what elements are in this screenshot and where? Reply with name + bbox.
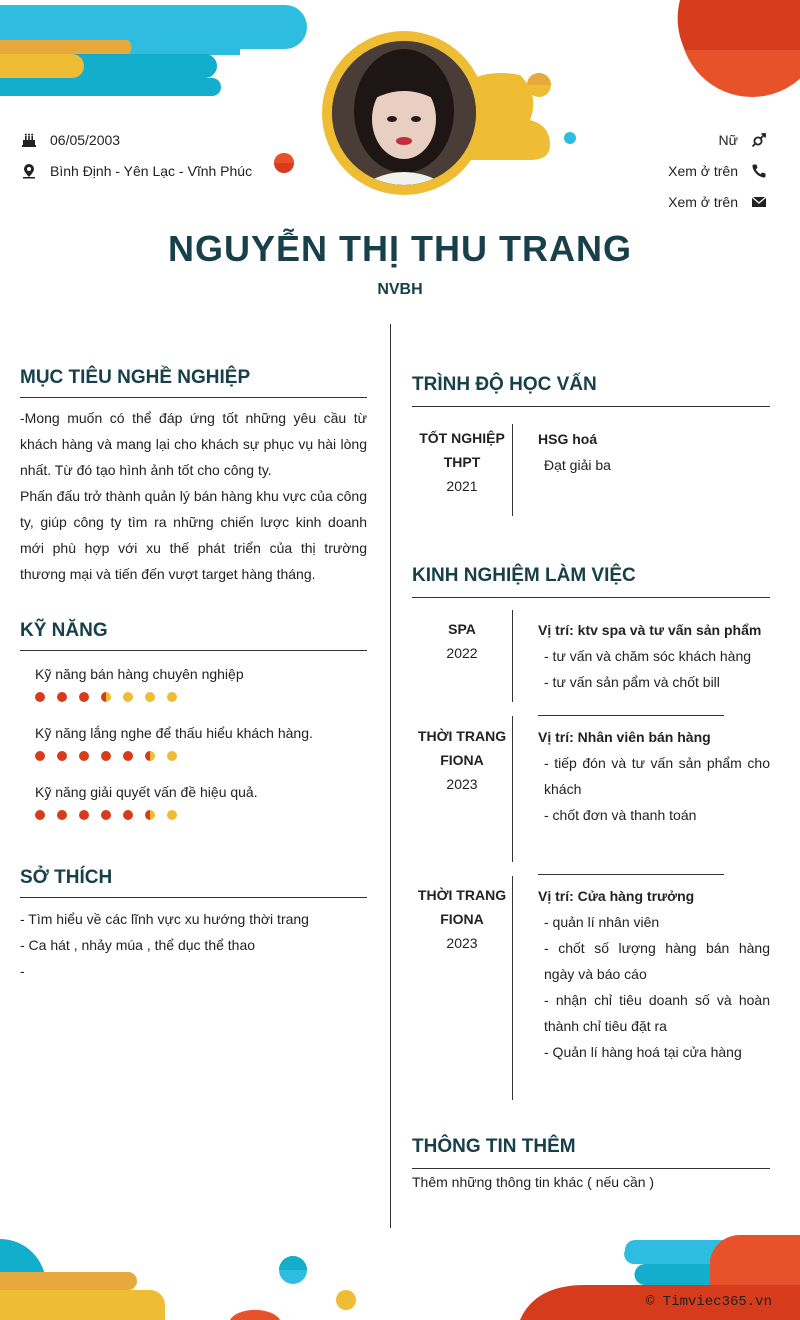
education-year: 2021: [446, 478, 478, 494]
job-separator: [538, 874, 724, 875]
birthday-row: [20, 124, 252, 155]
school-line2: THPT: [443, 454, 481, 470]
objective-text: -Mong muốn có thể đáp ứng tốt những yêu cầu từ khách hàng và mang lại cho khách sự phục vụ hài lòng nhất. Từ đó tạo hình ảnh tốt cho công ty. Phấn đấu trở thành quản lý bán hàng khu vực của công ty, giúp công ty tìm ra những chiến lược kinh doanh mới phù hợp với xu thế phát triển của thị trường thương mại và tiến đến vượt target hàng tháng.: [20, 410, 367, 582]
rating-dot: [167, 810, 177, 820]
extra-text: Thêm những thông tin khác ( nếu cần ): [412, 1174, 655, 1190]
job-bullet: - tư vấn sản pẩm và chốt bill: [544, 674, 720, 690]
job-timeline: [512, 876, 513, 1100]
job-bullet: - Quản lí hàng hoá tại cửa hàng: [544, 1044, 742, 1060]
job-bullet: - quản lí nhân viên: [544, 914, 660, 930]
rating-dot: [35, 810, 45, 820]
job-bullet: - chốt đơn và thanh toán: [544, 807, 697, 823]
education-title: TRÌNH ĐỘ HỌC VẤN: [412, 374, 597, 395]
job-position: Vị trí: Nhân viên bán hàng: [538, 729, 711, 745]
objective-title: MỤC TIÊU NGHỀ NGHIỆP: [20, 367, 251, 388]
rating-dot: [123, 810, 133, 820]
rating-dot: [79, 751, 89, 761]
gender-text: Nữ: [718, 131, 738, 148]
job-position: Vị trí: ktv spa và tư vấn sản phẩm: [538, 622, 762, 638]
bottom-left-decoration: [0, 1230, 370, 1320]
job-company: [412, 724, 512, 796]
company-line1: THỜI TRANG: [417, 728, 507, 744]
avatar: [332, 41, 476, 185]
column-divider: [390, 324, 391, 1228]
job-bullet: - nhận chỉ tiêu doanh số và hoàn thành chỉ tiêu đặt ra: [544, 992, 770, 1034]
rating-dot: [35, 692, 45, 702]
top-right-decoration: [660, 0, 800, 110]
contact-left: [20, 124, 252, 186]
hobby-item: - Tìm hiểu về các lĩnh vực xu hướng thời trang: [20, 911, 309, 927]
rating-dot: [79, 692, 89, 702]
experience-title: KINH NGHIỆM LÀM VIỆC: [412, 565, 636, 586]
rating-dot: [145, 751, 155, 761]
job-timeline: [512, 716, 513, 862]
rating-dot: [145, 692, 155, 702]
hobby-item: -: [20, 963, 25, 979]
birthday-text: 06/05/2003: [50, 131, 121, 148]
hobbies-underline: [20, 897, 367, 898]
education-detail: Đạt giải ba: [544, 457, 611, 473]
education-school: [412, 426, 512, 498]
extra-title: THÔNG TIN THÊM: [412, 1136, 576, 1157]
job-year: 2023: [446, 935, 478, 951]
skill-name: Kỹ năng lắng nghe để thấu hiểu khách hàng.: [35, 725, 313, 741]
address-text: Bình Định - Yên Lạc - Vĩnh Phúc: [50, 162, 253, 179]
phone-row: [668, 155, 768, 186]
rating-dot: [123, 692, 133, 702]
rating-dot: [101, 810, 111, 820]
envelope-icon: [750, 193, 768, 211]
company-line1: SPA: [448, 621, 476, 637]
job-position: Vị trí: Cửa hàng trưởng: [538, 888, 695, 904]
education-underline: [412, 406, 770, 407]
rating-dot: [35, 751, 45, 761]
experience-underline: [412, 597, 770, 598]
job-timeline: [512, 610, 513, 702]
hobbies-title: SỞ THÍCH: [20, 867, 113, 888]
education-degree: HSG hoá: [538, 431, 598, 447]
job-year: 2023: [446, 776, 478, 792]
rating-dot: [123, 751, 133, 761]
skill-name: Kỹ năng bán hàng chuyên nghiệp: [35, 666, 244, 682]
job-company: [412, 617, 512, 665]
avatar-frame: [322, 31, 486, 195]
job-bullet: - tư vấn và chăm sóc khách hàng: [544, 648, 752, 664]
candidate-role: NVBH: [377, 281, 423, 298]
skill-name: Kỹ năng giải quyết vấn đề hiệu quả.: [35, 784, 258, 800]
rating-dot: [57, 692, 67, 702]
rating-dot: [101, 751, 111, 761]
company-line1: THỜI TRANG: [417, 887, 507, 903]
rating-dot: [79, 810, 89, 820]
skills-underline: [20, 650, 367, 651]
job-bullet: - tiếp đón và tư vấn sản phẩm cho khách: [544, 755, 770, 797]
gender-row: [668, 124, 768, 155]
phone-icon: [750, 162, 768, 180]
education-timeline: [512, 424, 513, 516]
skill-rating: [35, 751, 189, 761]
job-separator: [538, 715, 724, 716]
company-line2: FIONA: [440, 911, 484, 927]
red-dot-decoration: [273, 152, 295, 174]
objective-underline: [20, 397, 367, 398]
rating-dot: [57, 751, 67, 761]
address-row: [20, 155, 252, 186]
email-row: [668, 186, 768, 217]
rating-dot: [101, 692, 111, 702]
job-year: 2022: [446, 645, 478, 661]
job-bullet: - chốt số lượng hàng bán hàng ngày và báo cáo: [544, 940, 770, 982]
hobby-item: - Ca hát , nhảy múa , thể dục thể thao: [20, 937, 256, 953]
rating-dot: [57, 810, 67, 820]
rating-dot: [167, 692, 177, 702]
footer-copyright: © Timviec365.vn: [645, 1294, 772, 1310]
candidate-name: NGUYỄN THỊ THU TRANG: [168, 228, 632, 269]
rating-dot: [145, 810, 155, 820]
job-company: [412, 883, 512, 955]
skills-title: KỸ NĂNG: [20, 620, 108, 641]
company-line2: FIONA: [440, 752, 484, 768]
contact-right: [668, 124, 768, 217]
rating-dot: [167, 751, 177, 761]
phone-text: Xem ở trên: [668, 162, 738, 179]
top-left-decoration: [0, 0, 320, 100]
map-pin-icon: [20, 162, 38, 180]
email-text: Xem ở trên: [668, 193, 738, 210]
school-line1: TỐT NGHIỆP: [419, 430, 505, 446]
skill-rating: [35, 810, 189, 820]
cake-icon: [20, 131, 38, 149]
gender-icon: [750, 131, 768, 149]
skill-rating: [35, 692, 189, 702]
